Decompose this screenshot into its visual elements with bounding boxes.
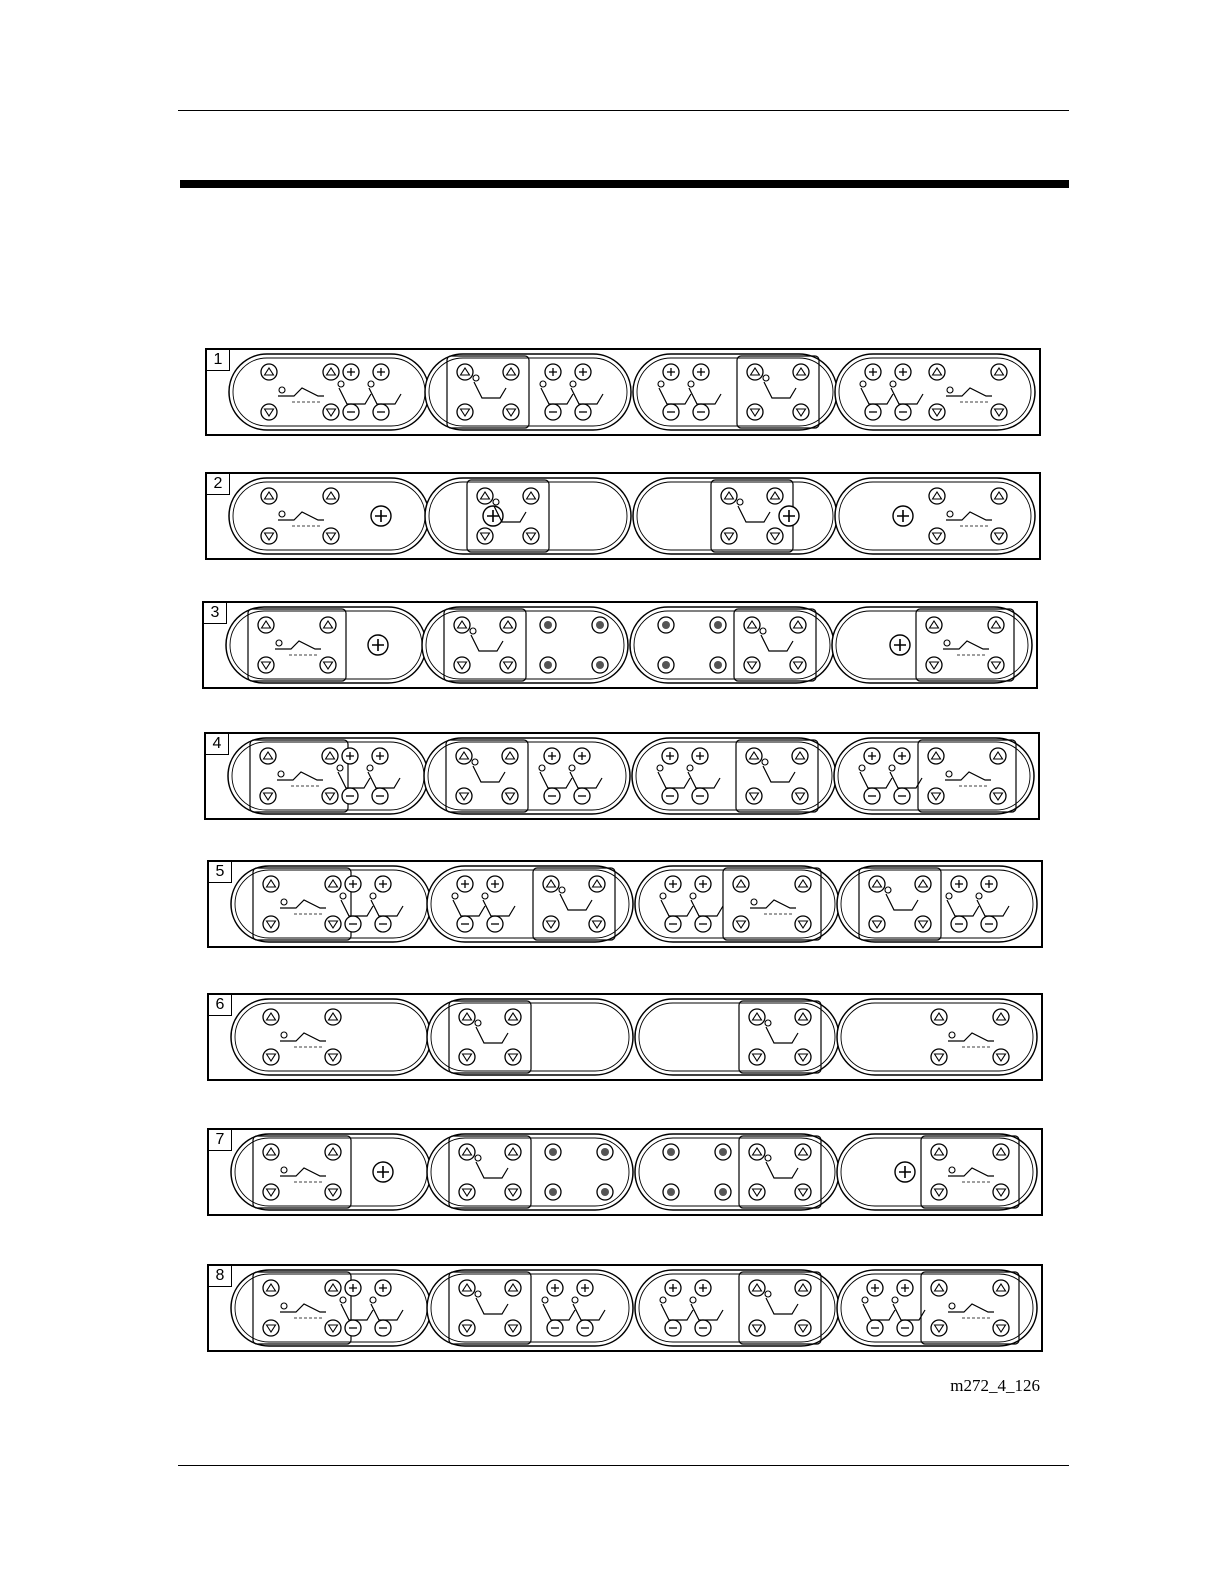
pendant-panel — [630, 607, 834, 683]
up-button — [929, 364, 945, 380]
down-button — [589, 916, 605, 932]
up-button — [767, 488, 783, 504]
plus-button — [372, 748, 388, 764]
plus-button — [345, 876, 361, 892]
up-button — [325, 1280, 341, 1296]
minus-button — [867, 1320, 883, 1336]
down-button — [459, 1184, 475, 1200]
plus-button — [545, 364, 561, 380]
up-button — [503, 364, 519, 380]
down-button — [749, 1320, 765, 1336]
round-button — [592, 617, 608, 633]
up-button — [993, 1009, 1009, 1025]
down-button — [263, 916, 279, 932]
down-button — [747, 404, 763, 420]
down-button — [500, 657, 516, 673]
pendant-panel — [635, 1270, 839, 1346]
plus-button — [577, 1280, 593, 1296]
up-button — [263, 1009, 279, 1025]
plus-button — [951, 876, 967, 892]
up-button — [589, 876, 605, 892]
down-button — [721, 528, 737, 544]
round-button — [597, 1144, 613, 1160]
pendant-panel — [837, 1270, 1037, 1346]
minus-button — [692, 788, 708, 804]
pendant-panel — [422, 607, 628, 683]
row-number-label: 2 — [207, 474, 230, 495]
pendant-panel — [837, 1134, 1037, 1210]
cross-control-button — [368, 635, 388, 655]
up-button — [320, 617, 336, 633]
down-button — [929, 528, 945, 544]
pendant-panel — [635, 999, 839, 1075]
up-button — [795, 1009, 811, 1025]
cross-control-button — [893, 506, 913, 526]
down-button — [260, 788, 276, 804]
minus-button — [345, 916, 361, 932]
up-button — [459, 1009, 475, 1025]
plus-button — [575, 364, 591, 380]
panel-outline — [424, 738, 630, 814]
round-button — [715, 1184, 731, 1200]
up-button — [993, 1144, 1009, 1160]
cross-control-button — [483, 506, 503, 526]
row-number-label: 4 — [206, 734, 229, 755]
minus-button — [894, 788, 910, 804]
minus-button — [981, 916, 997, 932]
control-panel-row — [205, 348, 1041, 436]
down-button — [869, 916, 885, 932]
up-button — [457, 364, 473, 380]
cross-control-button — [890, 635, 910, 655]
plus-button — [373, 364, 389, 380]
cross-control-button — [895, 1162, 915, 1182]
down-button — [456, 788, 472, 804]
plus-button — [894, 748, 910, 764]
pendant-panel — [837, 866, 1037, 942]
control-panel-row — [207, 993, 1043, 1081]
down-button — [543, 916, 559, 932]
plus-button — [695, 1280, 711, 1296]
plus-button — [662, 748, 678, 764]
up-button — [790, 617, 806, 633]
up-button — [991, 488, 1007, 504]
pendant-panel — [425, 354, 631, 430]
round-button — [658, 657, 674, 673]
down-button — [323, 528, 339, 544]
up-button — [915, 876, 931, 892]
up-button — [325, 1144, 341, 1160]
round-button — [663, 1144, 679, 1160]
up-button — [459, 1280, 475, 1296]
down-button — [926, 657, 942, 673]
pendant-panel — [837, 999, 1037, 1075]
up-button — [749, 1280, 765, 1296]
up-button — [325, 1009, 341, 1025]
up-button — [322, 748, 338, 764]
row-number-label: 1 — [207, 350, 230, 371]
up-button — [454, 617, 470, 633]
pendant-panel — [231, 1270, 431, 1346]
up-button — [721, 488, 737, 504]
minus-button — [897, 1320, 913, 1336]
panel-outline — [427, 999, 633, 1075]
down-button — [477, 528, 493, 544]
plus-button — [343, 364, 359, 380]
down-button — [749, 1184, 765, 1200]
down-button — [733, 916, 749, 932]
row-panels-drawing — [209, 1130, 1041, 1214]
row-panels-drawing — [207, 350, 1039, 434]
minus-button — [865, 404, 881, 420]
plus-button — [695, 876, 711, 892]
plus-button — [867, 1280, 883, 1296]
down-button — [261, 528, 277, 544]
pendant-panel — [231, 866, 431, 942]
up-button — [325, 876, 341, 892]
up-button — [869, 876, 885, 892]
round-button — [540, 657, 556, 673]
minus-button — [665, 1320, 681, 1336]
up-button — [988, 617, 1004, 633]
down-button — [505, 1320, 521, 1336]
control-panel-row — [207, 1128, 1043, 1216]
header-rule — [178, 110, 1069, 111]
up-button — [261, 488, 277, 504]
down-button — [795, 1184, 811, 1200]
minus-button — [373, 404, 389, 420]
up-button — [323, 364, 339, 380]
pendant-panel — [427, 999, 633, 1075]
up-button — [456, 748, 472, 764]
down-button — [792, 788, 808, 804]
minus-button — [457, 916, 473, 932]
row-number-label: 6 — [209, 995, 232, 1016]
plus-button — [981, 876, 997, 892]
pendant-panel — [633, 478, 837, 554]
figure-code: m272_4_126 — [950, 1376, 1040, 1395]
down-button — [993, 1320, 1009, 1336]
down-button — [505, 1184, 521, 1200]
row-panels-drawing — [209, 862, 1041, 946]
round-button — [715, 1144, 731, 1160]
down-button — [749, 1049, 765, 1065]
round-button — [592, 657, 608, 673]
pendant-panel — [427, 1270, 633, 1346]
pendant-panel — [427, 1134, 633, 1210]
control-panel-row — [202, 601, 1038, 689]
down-button — [988, 657, 1004, 673]
title-bar-rule — [180, 180, 1069, 188]
down-button — [325, 1049, 341, 1065]
pendant-panel — [835, 478, 1035, 554]
up-button — [523, 488, 539, 504]
down-button — [457, 404, 473, 420]
pendant-panel — [635, 1134, 839, 1210]
up-button — [928, 748, 944, 764]
down-button — [931, 1320, 947, 1336]
pendant-panel — [632, 738, 836, 814]
up-button — [795, 1280, 811, 1296]
down-button — [325, 916, 341, 932]
down-button — [320, 657, 336, 673]
plus-button — [574, 748, 590, 764]
up-button — [931, 1280, 947, 1296]
down-button — [931, 1049, 947, 1065]
down-button — [795, 916, 811, 932]
minus-button — [547, 1320, 563, 1336]
plus-button — [665, 876, 681, 892]
down-button — [325, 1320, 341, 1336]
row-panels-drawing — [209, 995, 1041, 1079]
down-button — [746, 788, 762, 804]
panel-outline — [837, 866, 1037, 942]
cross-control-button — [779, 506, 799, 526]
up-button — [260, 748, 276, 764]
panel-outline — [427, 1270, 633, 1346]
down-button — [503, 404, 519, 420]
minus-button — [665, 916, 681, 932]
plus-button — [864, 748, 880, 764]
down-button — [502, 788, 518, 804]
up-button — [502, 748, 518, 764]
minus-button — [693, 404, 709, 420]
up-button — [926, 617, 942, 633]
up-button — [263, 1280, 279, 1296]
down-button — [993, 1184, 1009, 1200]
cross-control-button — [371, 506, 391, 526]
minus-button — [343, 404, 359, 420]
minus-button — [895, 404, 911, 420]
round-button — [545, 1184, 561, 1200]
down-button — [744, 657, 760, 673]
minus-button — [695, 1320, 711, 1336]
down-button — [929, 404, 945, 420]
plus-button — [665, 1280, 681, 1296]
down-button — [990, 788, 1006, 804]
minus-button — [575, 404, 591, 420]
up-button — [500, 617, 516, 633]
row-panels-drawing — [206, 734, 1038, 818]
up-button — [931, 1144, 947, 1160]
up-button — [747, 364, 763, 380]
down-button — [793, 404, 809, 420]
round-button — [710, 617, 726, 633]
pendant-panel — [229, 478, 429, 554]
down-button — [322, 788, 338, 804]
round-button — [663, 1184, 679, 1200]
up-button — [749, 1144, 765, 1160]
plus-button — [895, 364, 911, 380]
down-button — [523, 528, 539, 544]
row-panels-drawing — [209, 1266, 1041, 1350]
down-button — [915, 916, 931, 932]
row-panels-drawing — [207, 474, 1039, 558]
control-panel-row — [207, 860, 1043, 948]
up-button — [993, 1280, 1009, 1296]
round-button — [710, 657, 726, 673]
up-button — [505, 1144, 521, 1160]
up-button — [931, 1009, 947, 1025]
cross-control-button — [373, 1162, 393, 1182]
round-button — [597, 1184, 613, 1200]
up-button — [929, 488, 945, 504]
round-button — [540, 617, 556, 633]
minus-button — [545, 404, 561, 420]
down-button — [263, 1320, 279, 1336]
round-button — [545, 1144, 561, 1160]
up-button — [323, 488, 339, 504]
down-button — [991, 528, 1007, 544]
minus-button — [577, 1320, 593, 1336]
down-button — [258, 657, 274, 673]
pendant-panel — [231, 999, 431, 1075]
minus-button — [375, 1320, 391, 1336]
down-button — [263, 1049, 279, 1065]
up-button — [733, 876, 749, 892]
down-button — [325, 1184, 341, 1200]
plus-button — [544, 748, 560, 764]
plus-button — [375, 1280, 391, 1296]
pendant-panel — [424, 738, 630, 814]
down-button — [459, 1049, 475, 1065]
down-button — [459, 1320, 475, 1336]
up-button — [793, 364, 809, 380]
down-button — [263, 1184, 279, 1200]
footer-rule — [178, 1465, 1069, 1466]
up-button — [990, 748, 1006, 764]
row-number-label: 5 — [209, 862, 232, 883]
pendant-panel — [427, 866, 633, 942]
down-button — [767, 528, 783, 544]
down-button — [790, 657, 806, 673]
plus-button — [345, 1280, 361, 1296]
pendant-panel — [226, 607, 426, 683]
control-panel-row — [204, 732, 1040, 820]
up-button — [991, 364, 1007, 380]
up-button — [261, 364, 277, 380]
pendant-panel — [835, 354, 1035, 430]
down-button — [323, 404, 339, 420]
plus-button — [457, 876, 473, 892]
row-number-label: 3 — [204, 603, 227, 624]
round-button — [658, 617, 674, 633]
plus-button — [865, 364, 881, 380]
down-button — [991, 404, 1007, 420]
pendant-panel — [834, 738, 1034, 814]
up-button — [795, 876, 811, 892]
control-panel-row — [205, 472, 1041, 560]
plus-button — [897, 1280, 913, 1296]
up-button — [263, 876, 279, 892]
pendant-panel — [425, 478, 631, 554]
minus-button — [544, 788, 560, 804]
row-number-label: 8 — [209, 1266, 232, 1287]
minus-button — [372, 788, 388, 804]
plus-button — [487, 876, 503, 892]
down-button — [454, 657, 470, 673]
down-button — [795, 1049, 811, 1065]
plus-button — [693, 364, 709, 380]
up-button — [749, 1009, 765, 1025]
minus-button — [375, 916, 391, 932]
up-button — [543, 876, 559, 892]
minus-button — [695, 916, 711, 932]
row-panels-drawing — [204, 603, 1036, 687]
row-number-label: 7 — [209, 1130, 232, 1151]
up-button — [263, 1144, 279, 1160]
control-panel-row — [207, 1264, 1043, 1352]
plus-button — [342, 748, 358, 764]
plus-button — [375, 876, 391, 892]
down-button — [795, 1320, 811, 1336]
up-button — [744, 617, 760, 633]
up-button — [477, 488, 493, 504]
down-button — [993, 1049, 1009, 1065]
pendant-panel — [231, 1134, 431, 1210]
minus-button — [864, 788, 880, 804]
up-button — [459, 1144, 475, 1160]
down-button — [261, 404, 277, 420]
up-button — [505, 1280, 521, 1296]
minus-button — [487, 916, 503, 932]
panel-outline — [425, 354, 631, 430]
minus-button — [951, 916, 967, 932]
up-button — [792, 748, 808, 764]
panel-outline — [633, 478, 837, 554]
down-button — [931, 1184, 947, 1200]
minus-button — [574, 788, 590, 804]
up-button — [795, 1144, 811, 1160]
minus-button — [662, 788, 678, 804]
down-button — [928, 788, 944, 804]
minus-button — [663, 404, 679, 420]
pendant-panel — [635, 866, 839, 942]
minus-button — [342, 788, 358, 804]
plus-button — [692, 748, 708, 764]
down-button — [505, 1049, 521, 1065]
pendant-panel — [229, 354, 429, 430]
minus-button — [345, 1320, 361, 1336]
plus-button — [547, 1280, 563, 1296]
up-button — [746, 748, 762, 764]
pendant-panel — [633, 354, 837, 430]
up-button — [258, 617, 274, 633]
plus-button — [663, 364, 679, 380]
pendant-panel — [228, 738, 428, 814]
up-button — [505, 1009, 521, 1025]
pendant-panel — [832, 607, 1032, 683]
